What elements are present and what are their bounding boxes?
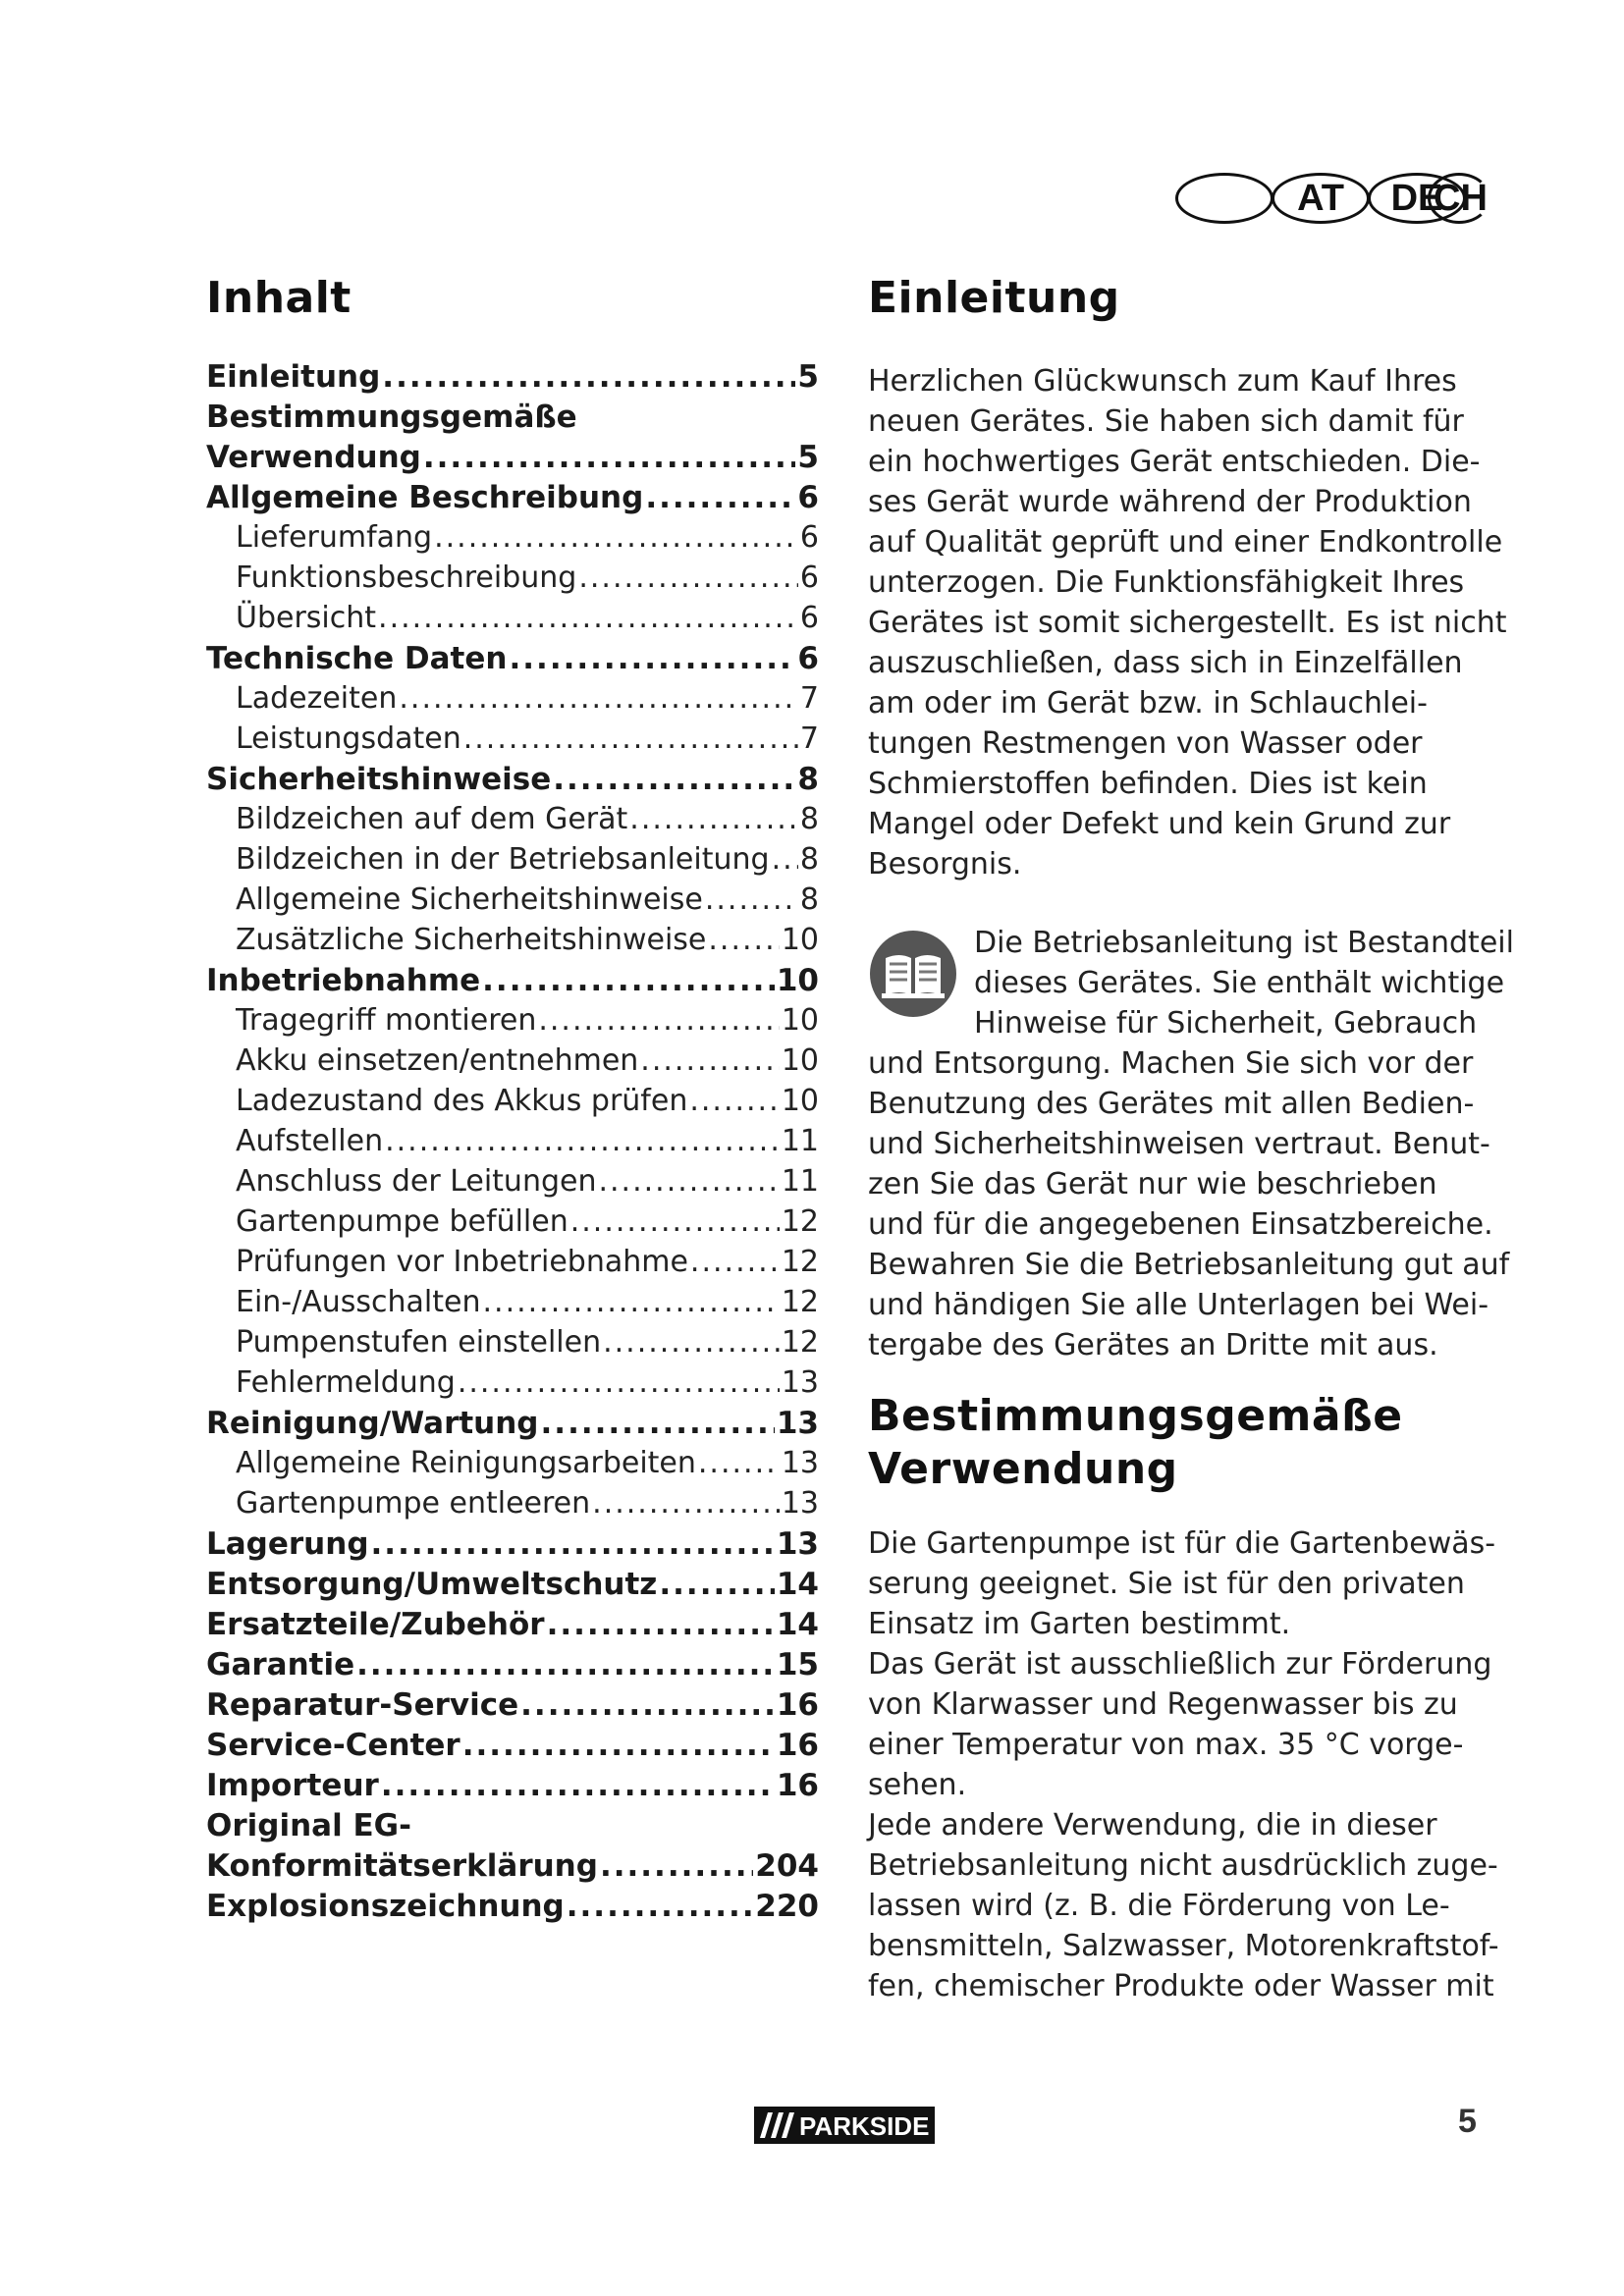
toc-entry-label: Gartenpumpe befüllen [236, 1204, 568, 1239]
toc-entry-page: 6 [799, 601, 819, 635]
toc-entry-page: 8 [799, 882, 819, 917]
toc-entry-page: 12 [781, 1204, 819, 1239]
toc-entry-page: 8 [799, 842, 819, 877]
toc-leader-dots [399, 681, 798, 716]
toc-leader-dots [381, 1768, 775, 1803]
intended-use-line: Betriebsanleitung nicht ausdrücklich zuge- [868, 1848, 1498, 1883]
toc-entry-label: Übersicht [236, 601, 377, 635]
toc-entry-label: Original EG- [206, 1808, 411, 1843]
toc-entry [206, 681, 819, 721]
intended-use-title-line1: Bestimmungsgemäße [868, 1391, 1403, 1441]
toc-entry-page: 220 [755, 1889, 819, 1924]
toc-entry-label: Zusätzliche Sicherheitshinweise [236, 923, 707, 957]
toc-entry-label: Entsorgung/Umweltschutz [206, 1567, 658, 1602]
toc-leader-dots [600, 1848, 753, 1884]
toc-entry-page: 8 [797, 762, 819, 797]
country-badge-ch: CH [1431, 173, 1489, 224]
toc-entry-page: 11 [781, 1124, 819, 1158]
toc-entry [206, 963, 819, 1003]
toc-leader-dots [356, 1647, 775, 1682]
toc-entry-page: 204 [755, 1848, 819, 1884]
intro-line: auf Qualität geprüft und einer Endkontrolle [868, 525, 1503, 560]
manual-note-line: und Entsorgung. Machen Sie sich vor der [868, 1046, 1474, 1081]
toc-entry [206, 1486, 819, 1526]
toc-entry-page: 16 [776, 1687, 819, 1723]
toc-entry-page: 6 [799, 561, 819, 595]
toc-leader-dots [462, 1728, 775, 1763]
manual-note-line: Benutzung des Gerätes mit allen Bedien- [868, 1087, 1475, 1121]
toc-leader-dots [708, 923, 779, 957]
toc-entry-label: Konformitätserklärung [206, 1848, 598, 1884]
toc-title: Inhalt [206, 273, 352, 323]
toc-entry-page: 11 [781, 1164, 819, 1199]
toc-entry [206, 1084, 819, 1124]
toc-leader-dots [659, 1567, 775, 1602]
intro-line: ses Gerät wurde während der Produktion [868, 485, 1472, 519]
toc-entry-page: 15 [776, 1647, 819, 1682]
toc-leader-dots [570, 1204, 780, 1239]
toc-entry-label: Bildzeichen in der Betriebsanleitung [236, 842, 770, 877]
toc-entry [206, 400, 819, 440]
toc-entry [206, 359, 819, 400]
manual-note-line: und für die angegebenen Einsatzbereiche. [868, 1207, 1493, 1242]
toc-leader-dots [458, 1365, 780, 1400]
toc-entry [206, 1124, 819, 1164]
intended-use-title-line2: Verwendung [868, 1444, 1178, 1494]
toc-leader-dots [705, 882, 798, 917]
toc-entry-page: 14 [776, 1567, 819, 1602]
toc-entry-page: 6 [797, 480, 819, 515]
toc-entry-page: 7 [799, 721, 819, 756]
toc-leader-dots [578, 561, 798, 595]
intended-use-title [868, 1390, 1403, 1496]
toc-entry-label: Einleitung [206, 359, 381, 395]
toc-entry-label: Anschluss der Leitungen [236, 1164, 597, 1199]
table-of-contents [206, 359, 819, 1929]
toc-entry-label: Tragegriff montieren [236, 1003, 537, 1038]
toc-entry-label: Ersatzteile/Zubehör [206, 1607, 545, 1642]
country-badge-blank [1175, 173, 1273, 224]
toc-entry [206, 1808, 819, 1848]
toc-entry-label: Pumpenstufen einstellen [236, 1325, 602, 1360]
intended-use-paragraph [868, 1523, 1499, 2006]
toc-entry-page: 16 [776, 1728, 819, 1763]
manual-note-line: tergabe des Gerätes an Dritte mit aus. [868, 1328, 1438, 1362]
toc-leader-dots [382, 359, 795, 395]
toc-entry-label: Service-Center [206, 1728, 460, 1763]
toc-leader-dots [603, 1325, 780, 1360]
toc-entry-label: Aufstellen [236, 1124, 384, 1158]
toc-entry [206, 1607, 819, 1647]
toc-entry-label: Technische Daten [206, 641, 508, 676]
toc-entry [206, 882, 819, 923]
toc-leader-dots [463, 721, 798, 756]
manual-note-line: dieses Gerätes. Sie enthält wichtige [974, 966, 1505, 1000]
intro-paragraph [868, 361, 1507, 884]
toc-entry-page: 13 [776, 1526, 819, 1562]
toc-entry [206, 1889, 819, 1929]
toc-leader-dots [629, 802, 798, 836]
intro-line: Gerätes ist somit sichergestellt. Es ist nicht [868, 606, 1507, 640]
intended-use-line: bensmitteln, Salzwasser, Motorenkraftstof- [868, 1929, 1499, 1963]
toc-leader-dots [547, 1607, 775, 1642]
toc-entry-page: 10 [781, 1003, 819, 1038]
manual-note-line: Hinweise für Sicherheit, Gebrauch [974, 1006, 1478, 1041]
toc-entry-page: 12 [781, 1325, 819, 1360]
toc-entry-label: Prüfungen vor Inbetriebnahme [236, 1245, 688, 1279]
toc-leader-dots [592, 1486, 780, 1521]
toc-leader-dots [689, 1084, 779, 1118]
page-number: 5 [1458, 2103, 1477, 2140]
toc-leader-dots [385, 1124, 780, 1158]
intro-line: Besorgnis. [868, 847, 1022, 881]
intro-line: tungen Restmengen von Wasser oder [868, 726, 1423, 761]
intro-line: unterzogen. Die Funktionsfähigkeit Ihres [868, 565, 1465, 600]
toc-entry-label: Sicherheitshinweise [206, 762, 552, 797]
intro-line: auszuschließen, dass sich in Einzelfällen [868, 646, 1463, 680]
toc-entry [206, 1567, 819, 1607]
toc-leader-dots [553, 762, 795, 797]
toc-entry [206, 1768, 819, 1808]
intended-use-line: Das Gerät ist ausschließlich zur Förderung [868, 1647, 1492, 1682]
toc-entry-page: 6 [797, 641, 819, 676]
toc-entry-label: Funktionsbeschreibung [236, 561, 577, 595]
toc-leader-dots [772, 842, 798, 877]
manual-note-line: Die Betriebsanleitung ist Bestandteil [974, 926, 1514, 960]
toc-entry-label: Bestimmungsgemäße [206, 400, 577, 435]
toc-entry-label: Allgemeine Sicherheitshinweise [236, 882, 703, 917]
toc-entry [206, 1164, 819, 1204]
toc-entry [206, 1325, 819, 1365]
intended-use-line: fen, chemischer Produkte oder Wasser mit [868, 1969, 1494, 2003]
toc-leader-dots [645, 480, 795, 515]
toc-entry [206, 1003, 819, 1043]
toc-entry-page: 12 [781, 1245, 819, 1279]
toc-entry-page: 13 [781, 1365, 819, 1400]
toc-entry-page: 14 [776, 1607, 819, 1642]
intro-line: am oder im Gerät bzw. in Schlauchlei- [868, 686, 1428, 721]
toc-leader-dots [538, 1003, 779, 1038]
toc-entry [206, 480, 819, 520]
intended-use-line: von Klarwasser und Regenwasser bis zu [868, 1687, 1458, 1722]
toc-entry [206, 1526, 819, 1567]
toc-leader-dots [483, 1285, 780, 1319]
toc-leader-dots [434, 520, 798, 555]
intended-use-line: Einsatz im Garten bestimmt. [868, 1607, 1291, 1641]
toc-leader-dots [690, 1245, 780, 1279]
manual-note-paragraph [868, 923, 1514, 1365]
intended-use-line: Die Gartenpumpe ist für die Gartenbewäs- [868, 1526, 1496, 1561]
toc-entry-label: Allgemeine Reinigungsarbeiten [236, 1446, 696, 1480]
toc-entry-label: Ein-/Ausschalten [236, 1285, 481, 1319]
toc-entry-page: 8 [799, 802, 819, 836]
toc-entry-label: Verwendung [206, 440, 421, 475]
toc-entry-page: 10 [781, 923, 819, 957]
toc-entry-label: Leistungsdaten [236, 721, 461, 756]
parkside-logo [754, 2107, 935, 2144]
intro-line: ein hochwertiges Gerät entschieden. Die- [868, 445, 1481, 479]
toc-entry [206, 1647, 819, 1687]
toc-leader-dots [482, 963, 775, 998]
toc-leader-dots [640, 1043, 780, 1078]
toc-leader-dots [698, 1446, 780, 1480]
toc-entry [206, 721, 819, 762]
toc-leader-dots [520, 1687, 775, 1723]
country-badge-at: AT [1272, 173, 1370, 224]
toc-entry-label: Garantie [206, 1647, 355, 1682]
intended-use-line: lassen wird (z. B. die Förderung von Le- [868, 1889, 1450, 1923]
toc-entry [206, 1285, 819, 1325]
toc-entry [206, 601, 819, 641]
toc-leader-dots [541, 1406, 775, 1441]
intended-use-line: serung geeignet. Sie ist für den privaten [868, 1567, 1465, 1601]
toc-entry [206, 1848, 819, 1889]
toc-entry [206, 923, 819, 963]
toc-entry-page: 10 [781, 1084, 819, 1118]
toc-leader-dots [378, 601, 798, 635]
toc-entry [206, 1204, 819, 1245]
country-badges [1175, 173, 1489, 228]
manual-note-line: zen Sie das Gerät nur wie beschrieben [868, 1167, 1437, 1201]
toc-entry-label: Bildzeichen auf dem Gerät [236, 802, 628, 836]
toc-entry-label: Explosionszeichnung [206, 1889, 565, 1924]
toc-entry-page: 13 [776, 1406, 819, 1441]
toc-entry-label: Reinigung/Wartung [206, 1406, 539, 1441]
toc-entry [206, 1245, 819, 1285]
toc-entry-page: 13 [781, 1486, 819, 1521]
toc-entry-label: Fehlermeldung [236, 1365, 456, 1400]
toc-entry-page: 10 [776, 963, 819, 998]
toc-entry-page: 16 [776, 1768, 819, 1803]
toc-entry-page: 6 [799, 520, 819, 555]
toc-entry-label: Ladezeiten [236, 681, 398, 716]
toc-entry [206, 641, 819, 681]
intro-line: Herzlichen Glückwunsch zum Kauf Ihres [868, 364, 1457, 399]
toc-entry [206, 1043, 819, 1084]
toc-entry-page: 5 [797, 359, 819, 395]
toc-entry-page: 12 [781, 1285, 819, 1319]
toc-entry-page: 7 [799, 681, 819, 716]
intro-line: Mangel oder Defekt und kein Grund zur [868, 807, 1451, 841]
toc-entry-label: Lieferumfang [236, 520, 433, 555]
toc-entry-label: Inbetriebnahme [206, 963, 481, 998]
intended-use-line: sehen. [868, 1768, 967, 1802]
parkside-logo-text: PARKSIDE [799, 2111, 930, 2141]
toc-entry-label: Importeur [206, 1768, 379, 1803]
toc-entry [206, 1365, 819, 1406]
toc-entry [206, 802, 819, 842]
intended-use-line: Jede andere Verwendung, die in dieser [868, 1808, 1437, 1842]
toc-entry [206, 440, 819, 480]
toc-entry-label: Allgemeine Beschreibung [206, 480, 644, 515]
toc-entry-label: Akku einsetzen/entnehmen [236, 1043, 639, 1078]
toc-entry-page: 5 [797, 440, 819, 475]
toc-entry [206, 762, 819, 802]
intro-line: Schmierstoffen befinden. Dies ist kein [868, 767, 1428, 801]
toc-entry-label: Ladezustand des Akkus prüfen [236, 1084, 688, 1118]
toc-entry [206, 1446, 819, 1486]
manual-note-line: und händigen Sie alle Unterlagen bei Wei- [868, 1288, 1489, 1322]
toc-entry-label: Reparatur-Service [206, 1687, 519, 1723]
toc-entry [206, 842, 819, 882]
toc-entry [206, 1687, 819, 1728]
toc-leader-dots [423, 440, 796, 475]
toc-entry [206, 1728, 819, 1768]
toc-leader-dots [371, 1526, 775, 1562]
manual-note-line: Bewahren Sie die Betriebsanleitung gut auf [868, 1248, 1510, 1282]
toc-entry-page: 10 [781, 1043, 819, 1078]
intro-line: neuen Gerätes. Sie haben sich damit für [868, 404, 1464, 439]
toc-leader-dots [598, 1164, 779, 1199]
toc-entry [206, 561, 819, 601]
intro-title: Einleitung [868, 273, 1120, 323]
manual-note-line: und Sicherheitshinweisen vertraut. Benut- [868, 1127, 1490, 1161]
toc-entry-page: 13 [781, 1446, 819, 1480]
country-badge-de: DE [1368, 173, 1466, 224]
toc-leader-dots [509, 641, 795, 676]
intended-use-line: einer Temperatur von max. 35 °C vorge- [868, 1728, 1464, 1762]
toc-leader-dots [567, 1889, 754, 1924]
toc-entry-label: Gartenpumpe entleeren [236, 1486, 591, 1521]
toc-entry-label: Lagerung [206, 1526, 369, 1562]
toc-entry [206, 520, 819, 561]
toc-entry [206, 1406, 819, 1446]
